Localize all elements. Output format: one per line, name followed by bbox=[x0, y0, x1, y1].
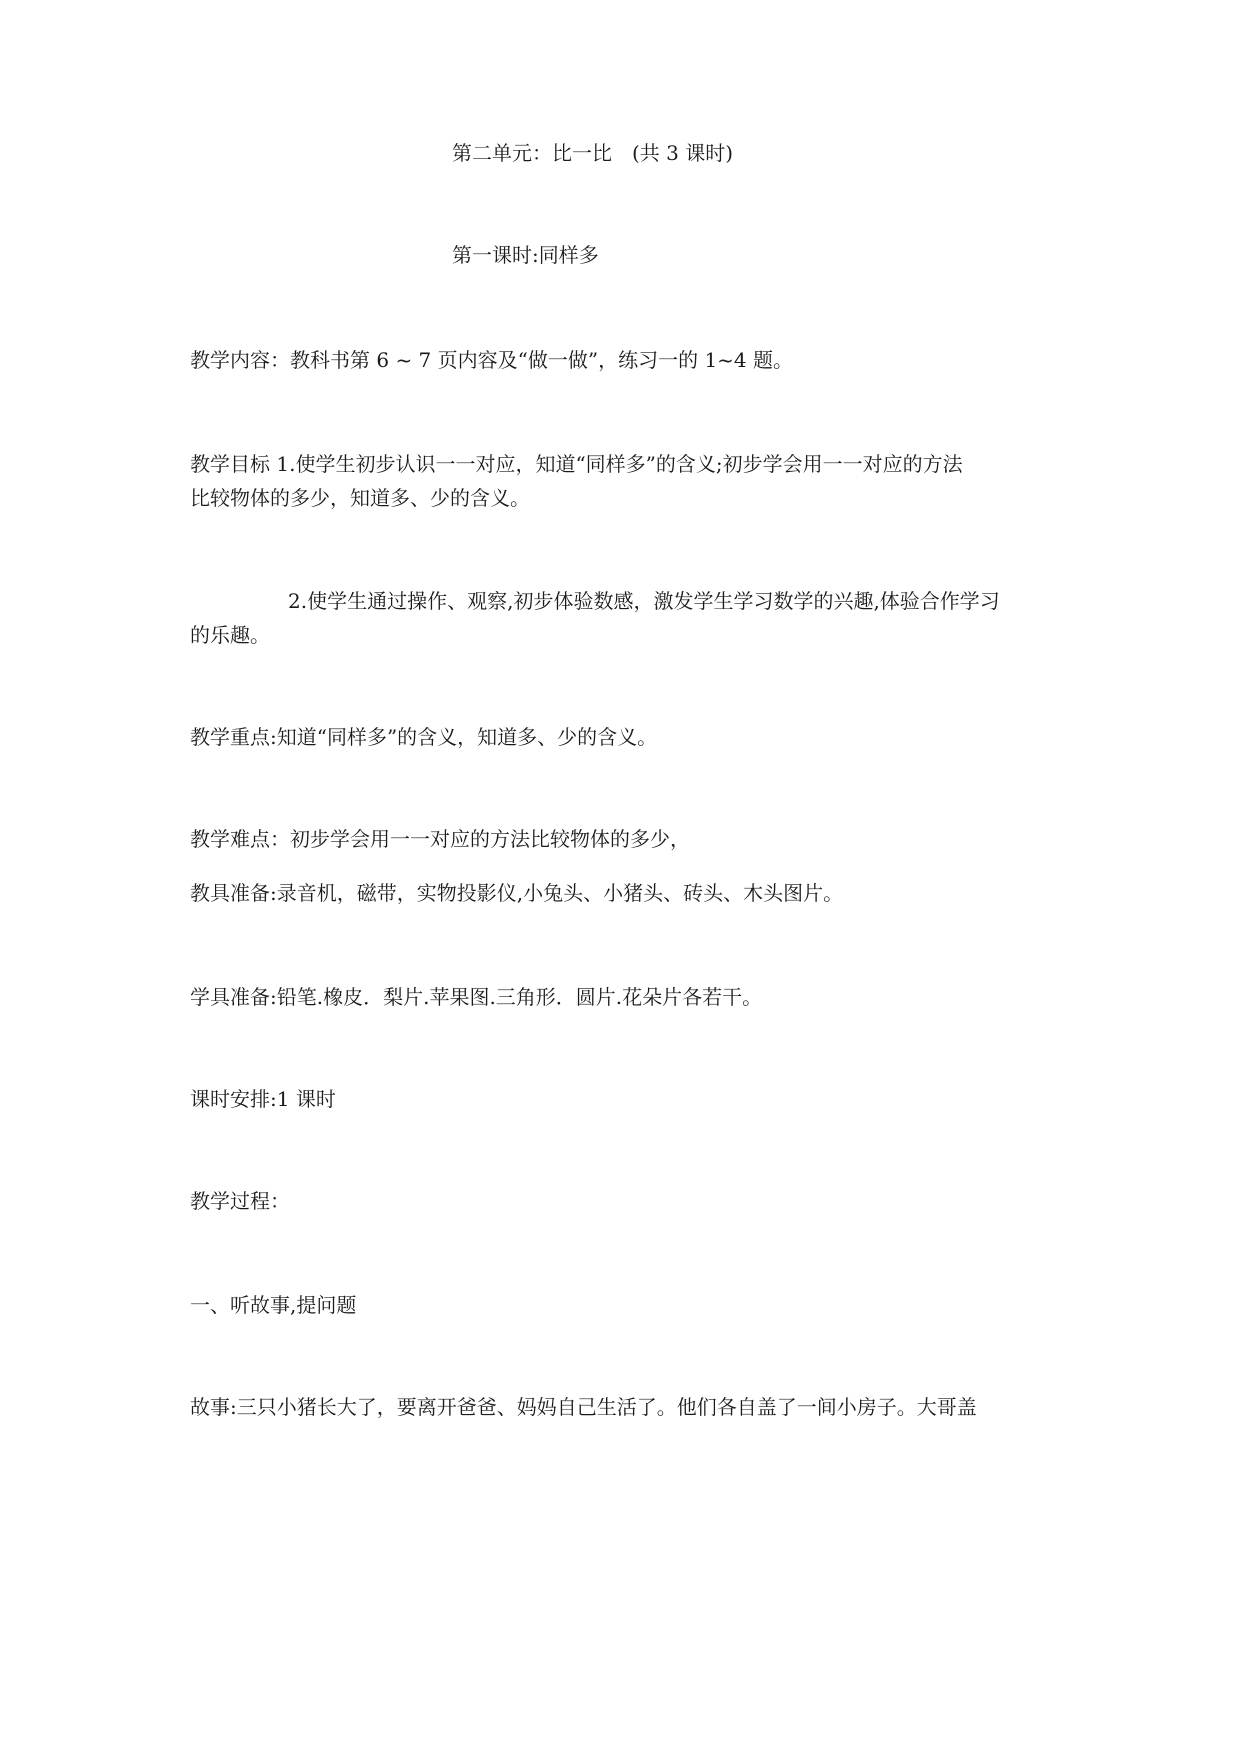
lesson-title: 第一课时:同样多 bbox=[452, 243, 599, 267]
teaching-key-point: 教学重点:知道“同样多”的含义，知道多、少的含义。 bbox=[190, 725, 658, 749]
student-tools: 学具准备:铅笔.橡皮．梨片.苹果图.三角形．圆片.花朵片各若干。 bbox=[190, 985, 763, 1009]
teaching-content: 教学内容：教科书第 6 ~ 7 页内容及“做一做”，练习一的 1~4 题。 bbox=[190, 348, 794, 372]
story-paragraph: 故事:三只小猪长大了，要离开爸爸、妈妈自己生活了。他们各自盖了一间小房子。大哥盖 bbox=[190, 1395, 977, 1419]
unit-title: 第二单元：比一比 (共 3 课时) bbox=[452, 141, 734, 165]
teaching-process-heading: 教学过程： bbox=[190, 1189, 290, 1213]
section-1-heading: 一、听故事,提问题 bbox=[190, 1293, 357, 1317]
teaching-goal-2-line1: 2.使学生通过操作、观察,初步体验数感，激发学生学习数学的兴趣,体验合作学习 bbox=[288, 589, 1000, 613]
teaching-goal-1-line2: 比较物体的多少，知道多、少的含义。 bbox=[190, 486, 530, 510]
lesson-schedule: 课时安排:1 课时 bbox=[190, 1087, 336, 1111]
teaching-goal-1-line1: 教学目标 1.使学生初步认识一一对应，知道“同样多”的含义;初步学会用一一对应的方法 bbox=[190, 452, 963, 476]
teaching-difficulty: 教学难点：初步学会用一一对应的方法比较物体的多少， bbox=[190, 827, 690, 851]
teaching-goal-2-line2: 的乐趣。 bbox=[190, 623, 270, 647]
teacher-tools: 教具准备:录音机，磁带，实物投影仪,小兔头、小猪头、砖头、木头图片。 bbox=[190, 881, 844, 905]
